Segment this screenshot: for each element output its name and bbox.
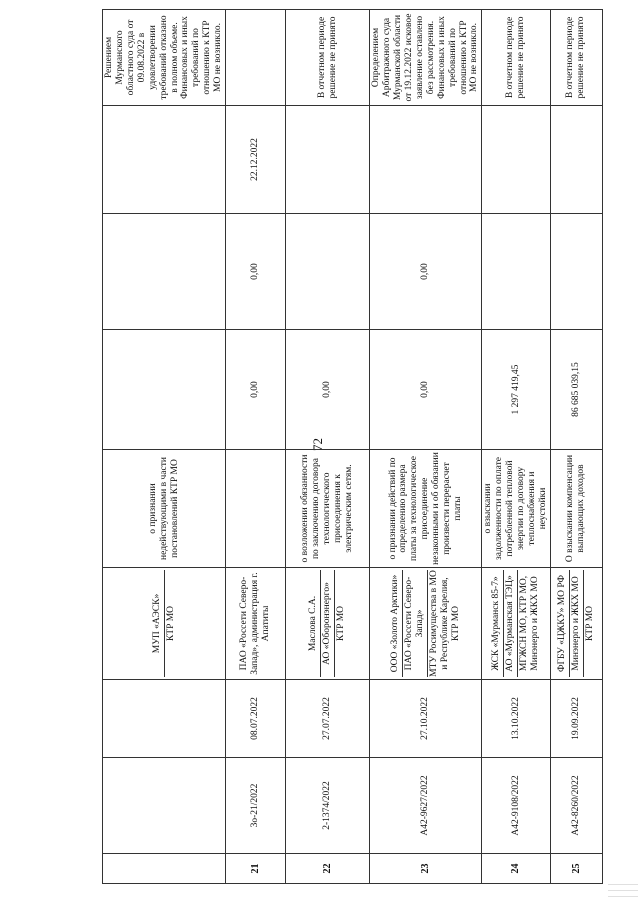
scroll-marker — [608, 890, 638, 891]
costs — [286, 214, 370, 330]
decision-date — [286, 106, 370, 214]
party: МУП «АЭСК» — [151, 593, 162, 654]
party: ЖСК «Мурманск 85-7» — [491, 576, 502, 671]
result — [226, 10, 286, 106]
party: МГЖСН МО, КТР МО, Минэнерго и ЖКХ МО — [517, 570, 542, 677]
amount: 86 685 039,15 — [550, 330, 602, 450]
row-number: 22 — [286, 854, 370, 884]
decision-date: 22.12.2022 — [226, 106, 286, 214]
case-number: А42-9108/2022 — [482, 758, 551, 854]
amount: 0,00 — [286, 330, 370, 450]
parties — [103, 568, 226, 680]
parties — [286, 568, 370, 680]
party: МТУ Росимущества в МО и Республике Карелия, КТР МО — [428, 570, 461, 677]
row-number — [103, 854, 226, 884]
decision-date — [550, 106, 602, 214]
result: Решением Мурманского областного суда от 09.08.2022 в удовлетворении требований отказано в полном объеме. Финансовых и иных требований по отношению к КТР МО не возникло. — [103, 10, 226, 106]
case-number: 2-1374/2022 — [286, 758, 370, 854]
party: Минэнерго и ЖКХ МО — [569, 570, 583, 677]
costs: 0,00 — [370, 214, 482, 330]
decision-date — [370, 106, 482, 214]
case-number — [103, 758, 226, 854]
page-number: 72 — [310, 438, 325, 451]
row-number: 23 — [370, 854, 482, 884]
party: КТР МО — [334, 570, 348, 677]
subject: о признании действий по определению размера платы за технологическое присоединение незаконными и об обязании произвести перерасчет платы — [370, 450, 482, 568]
subject: О взыскании компенсации выпадающих доходов — [550, 450, 602, 568]
result: В отчетном периоде решение не принято — [482, 10, 551, 106]
party: ООО «Золото Арктики» — [389, 574, 400, 673]
party: КТР МО — [583, 570, 597, 677]
cases-table-wrap — [102, 10, 594, 884]
party: ФГБУ «ЦЖКУ» МО РФ — [557, 574, 567, 673]
costs — [103, 214, 226, 330]
amount: 1 297 419,45 — [482, 330, 551, 450]
case-date: 13.10.2022 — [482, 680, 551, 758]
costs: 0,00 — [226, 214, 286, 330]
row-number: 24 — [482, 854, 551, 884]
case-number: А42-9627/2022 — [370, 758, 482, 854]
table-row — [550, 10, 602, 884]
amount: 0,00 — [370, 330, 482, 450]
subject: о взыскании задолженности по оплате потребленной тепловой энергии по договору теплоснабжения и неустойки — [482, 450, 551, 568]
amount — [103, 330, 226, 450]
subject: о признании недействующими в части постановлений КТР МО — [103, 450, 226, 568]
result: Определением Арбитражного суда Мурманской области от 19.12.2022 исковое заявление оставлено без рассмотрения. Финансовых и иных требований по отношению к КТР МО не возникло. — [370, 10, 482, 106]
case-date: 27.07.2022 — [286, 680, 370, 758]
table-row — [103, 10, 226, 884]
decision-date — [103, 106, 226, 214]
case-date: 27.10.2022 — [370, 680, 482, 758]
table-row — [482, 10, 551, 884]
party: КТР МО — [164, 570, 178, 677]
parties — [550, 568, 602, 680]
case-number: А42-8260/2022 — [550, 758, 602, 854]
rotated-page — [102, 10, 594, 884]
costs — [482, 214, 551, 330]
party: ПАО «Россети Северо-Запад» — [402, 570, 427, 677]
case-number: 3о-21/2022 — [226, 758, 286, 854]
party: АО «Мурманская ТЭЦ» — [503, 570, 517, 677]
result: В отчетном периоде решение не принято — [286, 10, 370, 106]
result: В отчетном периоде решение не принято — [550, 10, 602, 106]
table-row — [226, 10, 286, 884]
party: АО «Оборонэнерго» — [320, 570, 334, 677]
cases-table — [102, 9, 603, 884]
party: Маслова С.А. — [308, 595, 319, 652]
table-row — [286, 10, 370, 884]
subject — [226, 450, 286, 568]
case-date: 19.09.2022 — [550, 680, 602, 758]
amount: 0,00 — [226, 330, 286, 450]
row-number: 25 — [550, 854, 602, 884]
case-date: 08.07.2022 — [226, 680, 286, 758]
subject: о возложении обязанности по заключению договора технологического присоединения к электрическим сетям. — [286, 450, 370, 568]
scroll-marker — [608, 896, 638, 897]
parties — [482, 568, 551, 680]
parties: ПАО «Россети Северо-Запад», администрация г. Апатиты — [226, 568, 286, 680]
parties — [370, 568, 482, 680]
table-row — [370, 10, 482, 884]
decision-date — [482, 106, 551, 214]
row-number: 21 — [226, 854, 286, 884]
case-date — [103, 680, 226, 758]
costs — [550, 214, 602, 330]
scroll-marker — [608, 884, 638, 885]
